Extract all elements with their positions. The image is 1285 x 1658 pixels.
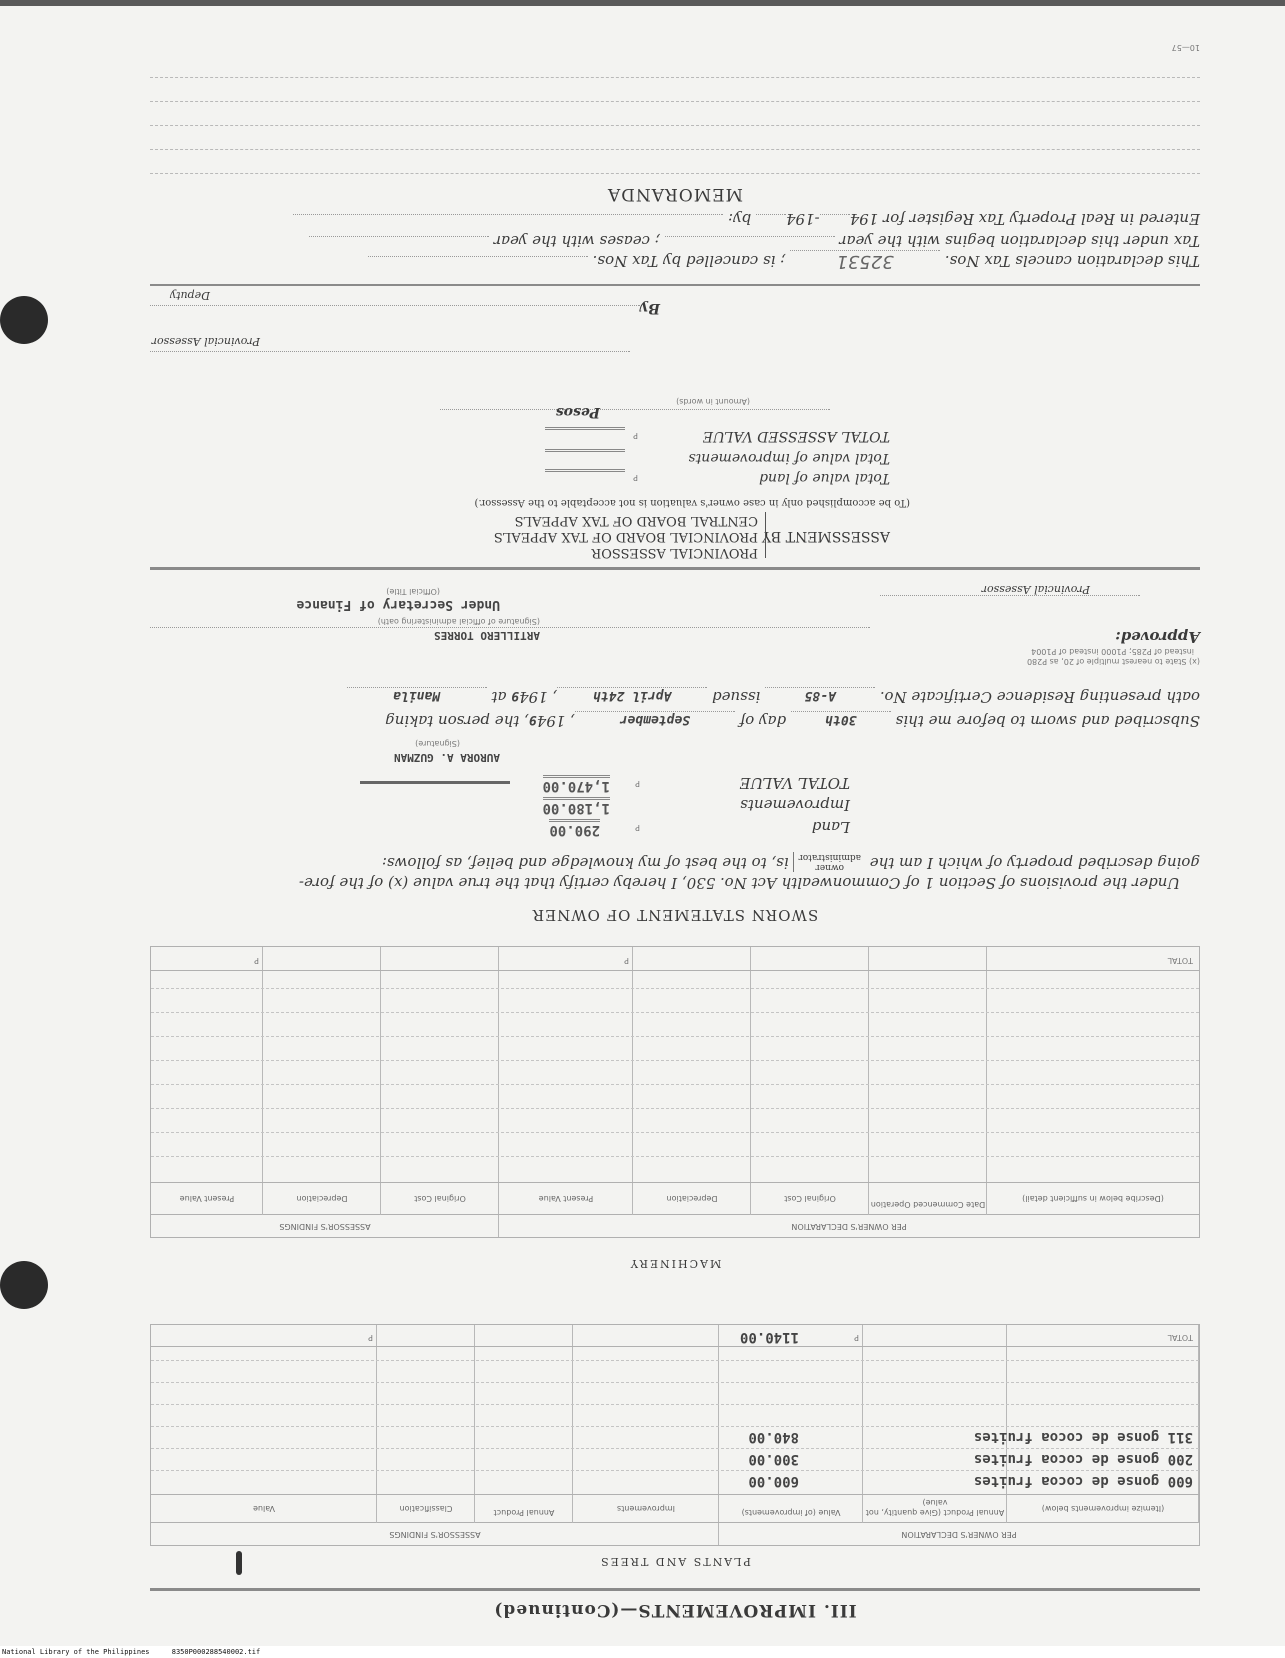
amount-caption: (Amount in words) [676,397,750,406]
sworn-land-value: 290.00 [549,819,600,838]
sworn-title: SWORN STATEMENT OF OWNER [531,906,819,924]
approved-label: Approved: [1115,628,1200,646]
sworn-land-label: Land [811,818,850,836]
plants-col-2: Value (of improvements) [741,1508,841,1517]
plants-col-6: Value [253,1504,275,1513]
administrator-option: administrator [798,852,861,862]
tax-declaration-form: III. IMPROVEMENTS—(Continued) PLANTS AND TREES PER OWNER'S DECLARATION ASSESSOR'S FINDINGS (Itemize improvements below) Annual Product (Give quantity, not value) Value (of improvements) Improvements Annual Product Classification Value 600 gonse de cocoa fruites 600.00 200 gonse de cocoa fruites 300.00 311 gonse de cocoa fruites 840.00 TOTAL P 1140.00 P MACHINERY PER OWNER'S DECLARATION ASSESSOR'S FINDINGS (Describe below in sufficient detail) Date Commenced Operation Original Cost Depreciation Present Value Original Cost Depreciation Present Value TOTAL P P SWORN STATEMENT OF OWNER Under the provisions of Section 1 of Commonwealth Act No. 530, I hereby certify that the true value (x) of the fore- going described property of which I am the owner administrator is, to the best of my knowledge and belief, as follows: Land P 290.00 Improvements 1,180.00 TOTAL VALUE P 1,470.00 AURORA A. GUZMAN (Signature) Subscribed and sworn to before me this 30th day of September, 1949, the person taking oath presenting Residence Certificate No. A-85 issued April 24th, 1949 at Manila (x) State to nearest multiple of 20, as P280 instead of P285; P1000 instead of P1004 Approved: ARTILLERO TORRES (Signature of official administering oath) Under Secretary of Finance (Official Title) Provincial Assessor ASSESSMENT BY PROVINCIAL ASSESSOR PROVINCIAL BOARD OF TAX APPEALS CENTRAL BOARD OF TAX APPEALS (To be accomplished only in case owner's valuation is not acceptable to the Assessor.) Total value of land P Total value of improvements TOTAL ASSESSED VALUE P Pesos (Amount in words) Provincial Assessor By Deputy This declaration cancels Tax Nos. 32531 ; is cancelled by Tax Nos. Tax under this declaration begins with the year ; ceases with the year Entered in Real Property Tax Register for 194-194 by: MEMORANDA 10—57 [151,43,1200,1620]
footnote-1: (x) State to nearest multiple of 20, as P280 [1026,657,1200,666]
plants-owners-group: PER OWNER'S DECLARATION [901,1530,1017,1539]
plants-col-1: Annual Product (Give quantity, not value) [865,1498,1005,1517]
plants-total-value: 1140.00 [739,1329,799,1345]
plant-row-2-desc: 200 gonse de cocoa fruites [973,1451,1193,1467]
sworn-improvements-value: 1,180.00 [543,797,610,816]
machinery-total-label: TOTAL [1167,956,1193,965]
owner-signature: AURORA A. GUZMAN [394,751,500,764]
sworn-text-2: going described property of which I am the owner administrator is, to the best of my knowledge and belief, as follows: [381,852,1200,872]
machinery-assessor-total-peso: P [254,956,259,965]
sworn-total-label: TOTAL VALUE [739,774,850,792]
form-number: 10—57 [1171,43,1200,52]
scanned-page [0,6,1285,1646]
mach-col-7: Present Value [179,1194,235,1203]
machinery-assessors-group: ASSESSOR'S FINDINGS [279,1222,371,1231]
scan-footer [0,1646,1285,1658]
mach-col-6: Depreciation [296,1194,348,1203]
owner-option: owner [815,862,845,872]
assessed-total-label: TOTAL ASSESSED VALUE [702,428,890,444]
officer-name: ARTILLERO TORRES [434,629,540,642]
plants-col-5: Classification [399,1504,453,1513]
plants-assessors-group: ASSESSOR'S FINDINGS [389,1530,481,1539]
officer-title-caption: (Official Title) [386,587,440,596]
mach-col-0: (Describe below in sufficient detail) [1022,1194,1164,1203]
assessment-option-1: PROVINCIAL ASSESSOR [591,545,758,560]
plant-row-3-desc: 311 gonse de cocoa fruites [973,1429,1193,1445]
sworn-improvements-label: Improvements [740,796,850,814]
mach-col-1: Date Commenced Operation [870,1200,986,1209]
owner-signature-caption: (Signature) [415,739,460,748]
section-title: III. IMPROVEMENTS—(Continued) [493,1600,857,1620]
plants-total-peso: P [854,1333,859,1342]
plants-col-0: (Itemize improvements below) [1041,1504,1165,1513]
assessment-option-3: CENTRAL BOARD OF TAX APPEALS [514,513,758,528]
mach-col-2: Original Cost [784,1194,836,1203]
sworn-total-value: 1,470.00 [543,775,610,794]
plants-title: PLANTS AND TREES [599,1555,751,1568]
file-name: 8350P000288540002.tif [171,1648,261,1656]
officer-title: Under Secretary of Finance [296,597,500,612]
machinery-title: MACHINERY [628,1257,722,1270]
memoranda-title: MEMORANDA [606,184,744,204]
cancel-line-1: This declaration cancels Tax Nos. 32531 ; is cancelled by Tax Nos. [368,250,1200,272]
cancel-line-2: Tax under this declaration begins with the year ; ceases with the year [309,232,1200,250]
assessment-note: (To be accomplished only in case owner's valuation is not acceptable to the Assessor.) [474,497,910,508]
subscribed-line: Subscribed and sworn to before me this 30th day of September, 1949, the person taking [385,712,1200,730]
plants-total-label: TOTAL [1167,1333,1193,1342]
plant-row-1-value: 600.00 [748,1473,799,1489]
footnote-2: instead of P285; P1000 instead of P1004 [1031,647,1194,656]
plants-assessor-total-peso: P [368,1333,373,1342]
punch-hole-bottom [0,1261,48,1309]
library-name: National Library of the Philippines [2,1648,150,1656]
deputy-label: Deputy [169,289,210,302]
officer-caption: (Signature of official administering oath) [377,617,540,626]
machinery-table [150,946,1200,1238]
assessed-land-label: Total value of land [759,470,890,486]
assessment-label: ASSESSMENT BY [761,528,890,544]
sworn-provincial-assessor: Provincial Assessor [981,583,1090,596]
plants-col-3: Improvements [617,1504,675,1513]
machinery-total-peso: P [624,956,629,965]
cancel-line-3: Entered in Real Property Tax Register for 194-194 by: [293,210,1200,228]
assessed-improvements-label: Total value of improvements [688,450,890,466]
assessment-option-2: PROVINCIAL BOARD OF TAX APPEALS [493,529,758,544]
cancelled-tax-no: 32531 [790,250,940,272]
plants-table [150,1324,1200,1546]
oath-line: oath presenting Residence Certificate No. A-85 issued April 24th, 1949 at Manila [347,687,1200,706]
punch-hole-top [0,296,48,344]
plant-row-2-value: 300.00 [748,1451,799,1467]
assessment-provincial-assessor: Provincial Assessor [151,335,260,348]
plant-row-3-value: 840.00 [748,1429,799,1445]
plants-col-4: Annual Product [493,1508,555,1517]
pesos-label: Pesos [555,404,600,420]
mach-col-5: Original Cost [414,1194,466,1203]
mach-col-4: Present Value [538,1194,594,1203]
mach-col-3: Depreciation [666,1194,718,1203]
sworn-text-1: Under the provisions of Section 1 of Commonwealth Act No. 530, I hereby certify that the true value (x) of the fore- [298,874,1180,892]
by-label: By [640,300,660,316]
plant-row-1-desc: 600 gonse de cocoa fruites [973,1473,1193,1489]
machinery-owners-group: PER OWNER'S DECLARATION [791,1222,907,1231]
